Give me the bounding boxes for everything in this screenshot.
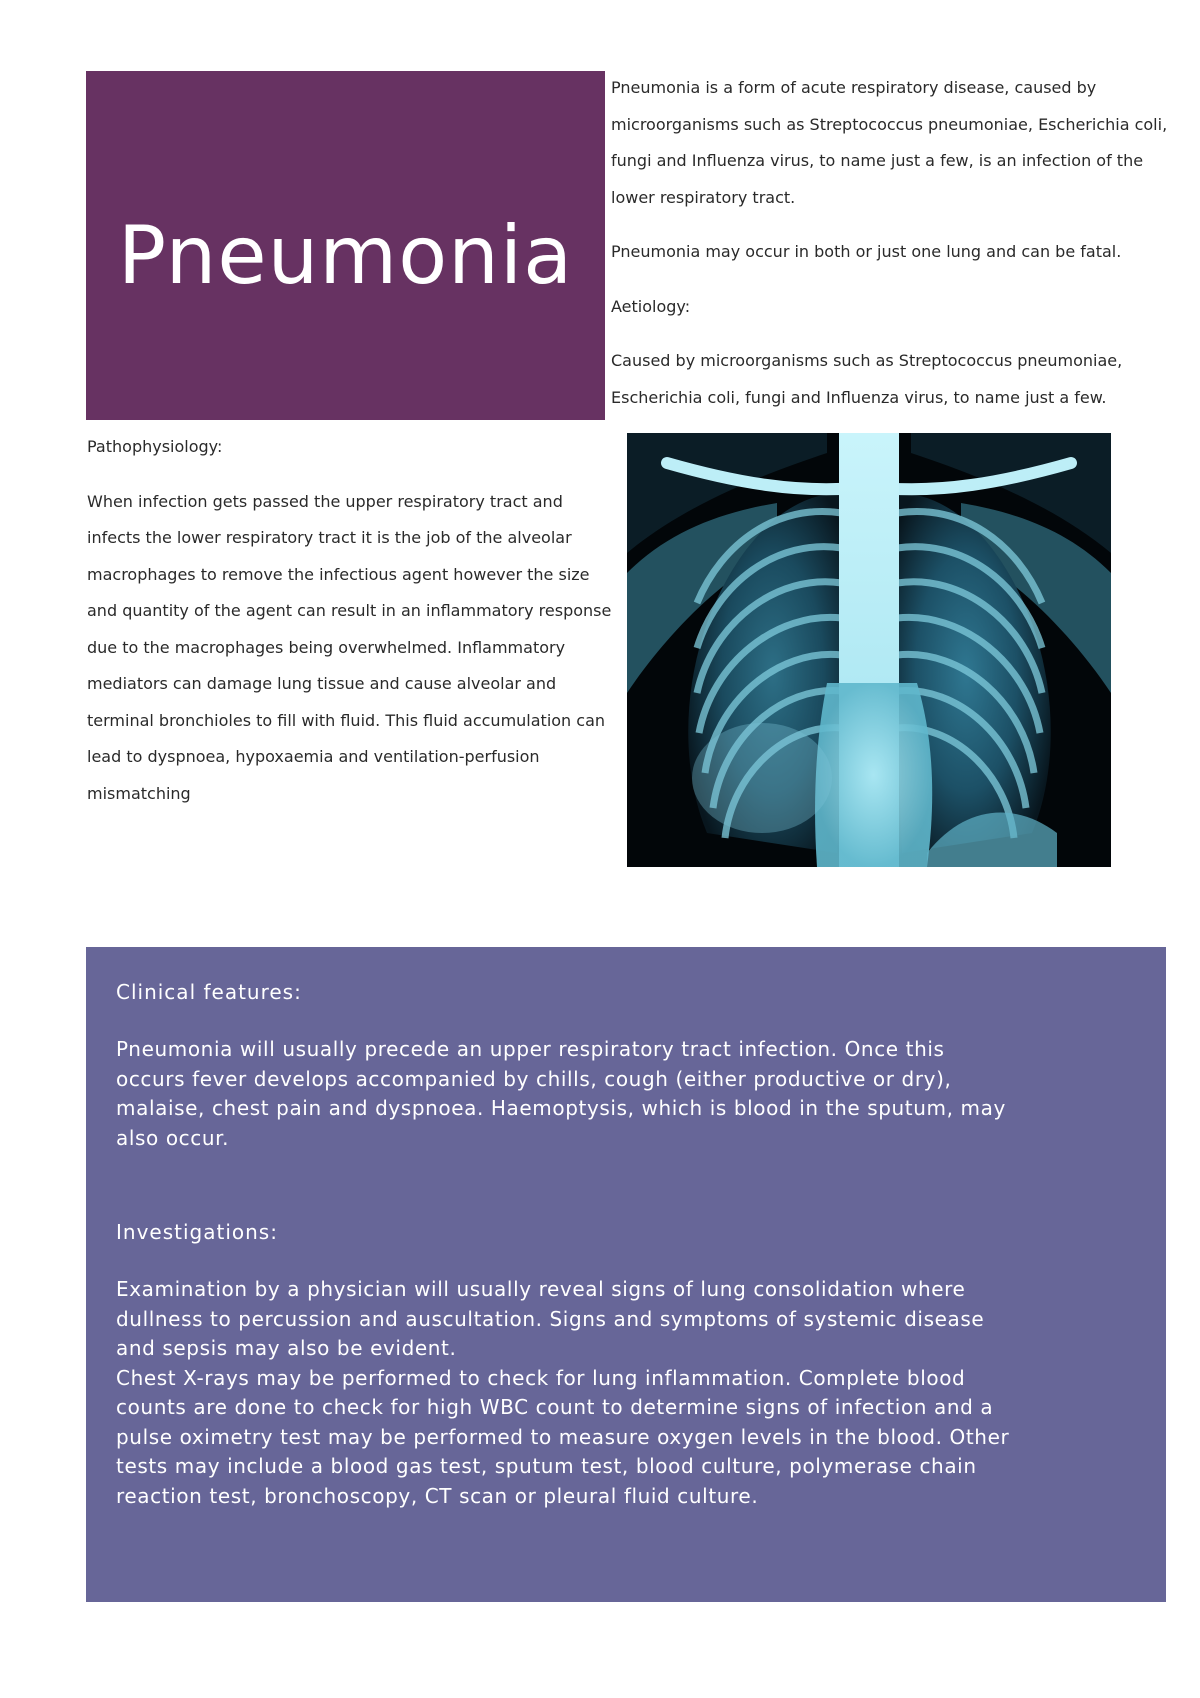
aetiology-text: Caused by microorganisms such as Streptococcus pneumoniae, Escherichia coli, fungi and Influenza virus, to name just a few. — [611, 351, 1123, 407]
clinical-features-text: Pneumonia will usually precede an upper respiratory tract infection. Once this occurs fever develops accompanied by chills, cough (either productive or dry), malaise, chest pain and dyspnoea. Haemoptysis, which is blood in the sputum, may also occur. — [116, 1037, 1006, 1150]
pathophysiology-text: When infection gets passed the upper respiratory tract and infects the lower respiratory tract it is the job of the alveolar macrophages to remove the infectious agent however the size and quantity of the agent can result in an inflammatory response due to the macrophages being overwhelmed. Inflammatory mediators can damage lung tissue and cause alveolar and terminal bronchioles to fill with fluid. This fluid accumulation can lead to dyspnoea, hypoxaemia and ventilation-perfusion mismatching — [87, 491, 612, 803]
title-block — [86, 71, 605, 420]
investigations-text-1: Examination by a physician will usually reveal signs of lung consolidation where dullness to percussion and auscultation. Signs and symptoms of systemic disease and sepsis may also be evident. — [116, 1277, 985, 1360]
pathophysiology-heading: Pathophysiology: — [87, 437, 223, 456]
clinical-info-box — [86, 947, 1166, 1602]
aetiology-heading: Aetiology: — [611, 296, 691, 316]
investigations-heading: Investigations: — [116, 1220, 278, 1244]
intro-fatality: Pneumonia may occur in both or just one lung and can be fatal. — [611, 242, 1122, 261]
xray-illustration — [627, 433, 1111, 867]
intro-definition: Pneumonia is a form of acute respiratory disease, caused by microorganisms such as Streptococcus pneumoniae, Escherichia coli, fungi and Influenza virus, to name just a few, is an infection of the lower respiratory tract. — [611, 78, 1168, 207]
chest-xray-image — [627, 433, 1111, 867]
pathophysiology-section — [87, 429, 612, 830]
intro-section — [611, 70, 1171, 434]
clinical-features-heading: Clinical features: — [116, 980, 302, 1004]
investigations-text-2: Chest X-rays may be performed to check for lung inflammation. Complete blood counts are done to check for high WBC count to determine signs of infection and a pulse oximetry test may be performed to measure oxygen levels in the blood. Other tests may include a blood gas test, sputum test, blood culture, polymerase chain reaction test, bronchoscopy, CT scan or pleural fluid culture. — [116, 1365, 1010, 1508]
page-title: Pneumonia — [117, 209, 574, 302]
